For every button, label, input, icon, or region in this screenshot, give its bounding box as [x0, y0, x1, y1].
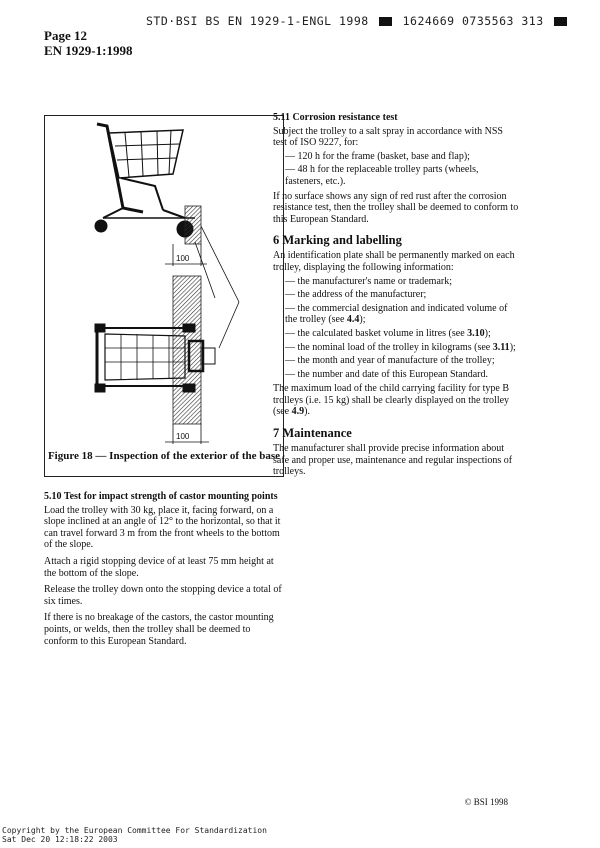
section-5-11-para-1: Subject the trolley to a salt spray in accordance with NSS test of ISO 9227, for: [273, 125, 503, 149]
stamp-code: 1624669 0735563 313 [402, 14, 544, 28]
ref-4-4: 4.4 [346, 314, 360, 326]
section-5-10-para-4: If there is no breakage of the castors, the castor mounting points, or welds, then the trolley shall be deemed to conform to this European Standard. [44, 612, 274, 647]
section-6 [273, 233, 519, 418]
section-5-10-para-1: Load the trolley with 30 kg, place it, facing forward, on a slope inclined at an angle of 12° to the horizontal, so that it can travel forward 3 m from the front wheels to the bottom of the slope. [44, 504, 281, 551]
para-tail: ). [304, 406, 310, 418]
list-item: — 48 h for the replaceable trolley parts (wheels, fasteners, etc.). [285, 164, 519, 187]
figure-caption: Figure 18 — Inspection of the exterior of the base [47, 450, 281, 462]
list-item [285, 342, 519, 354]
copyright-notice: © BSI 1998 [464, 797, 508, 807]
footer-line-2: Sat Dec 20 12:18:22 2003 [2, 835, 118, 844]
wall-upper [185, 206, 201, 244]
list-item-text: the nominal load of the trolley in kilograms (see [297, 341, 493, 353]
section-5-11-heading: 5.11 Corrosion resistance test [273, 112, 398, 123]
stamp-block-end [554, 17, 567, 26]
list-item-text: the calculated basket volume in litres (see [297, 327, 468, 339]
list-item [285, 328, 519, 340]
list-item: — the address of the manufacturer; [285, 289, 519, 301]
para-text: The maximum load of the child carrying facility for type B trolleys (i.e. 15 kg) shall be clearly displayed on the trolley (see [273, 383, 510, 418]
list-item-text: the commercial designation and indicated volume of the trolley (see [285, 302, 508, 326]
figure-18-box [44, 115, 284, 477]
ref-4-9: 4.9 [291, 406, 305, 418]
section-6-para-1: An identification plate shall be permanently marked on each trolley, displaying the following information: [273, 250, 515, 273]
trolley-side-view [95, 124, 195, 237]
list-item: — 120 h for the frame (basket, base and flap); [285, 151, 519, 163]
list-item: — the number and date of this European Standard. [285, 369, 519, 381]
section-5-10 [44, 491, 282, 652]
ref-3-10: 3.10 [467, 327, 485, 339]
trolley-inspection-diagram [45, 116, 283, 451]
page-number: Page 12 [44, 28, 87, 43]
ref-tail: ); [359, 314, 366, 326]
page-header [44, 28, 132, 58]
section-5-10-heading: 5.10 Test for impact strength of castor mounting points [44, 491, 278, 502]
section-5-11-para-2: If no surface shows any sign of red rust after the corrosion resistance test, then the trolley shall be deemed to conform to this European Standard. [273, 190, 519, 225]
list-item: — the manufacturer's name or trademark; [285, 276, 519, 288]
section-5-10-para-3: Release the trolley down onto the stopping device a total of six times. [44, 584, 282, 607]
stamp-block [379, 17, 392, 26]
footer-line-1: Copyright by the European Committee For Standardization [2, 826, 267, 835]
dimension-upper-label: 100 [176, 254, 190, 263]
stamp-text: STD·BSI BS EN 1929-1-ENGL 1998 [146, 14, 369, 28]
dimension-lower-label: 100 [176, 432, 190, 441]
list-item: — the month and year of manufacture of the trolley; [285, 355, 519, 367]
right-column [273, 112, 519, 486]
standard-number: EN 1929-1:1998 [44, 43, 133, 58]
document-stamp [146, 14, 586, 28]
ref-3-11: 3.11 [492, 341, 510, 353]
section-5-11 [273, 112, 519, 225]
section-7 [273, 426, 519, 478]
wall-lower [173, 276, 201, 424]
section-6-list [273, 276, 519, 381]
ref-tail: ); [484, 327, 491, 339]
section-7-para-1: The manufacturer shall provide precise information about safe and proper use, maintenance and regular inspections of trolleys. [273, 443, 513, 478]
download-footer [2, 826, 267, 844]
list-item [285, 303, 519, 326]
section-7-heading: 7 Maintenance [273, 426, 352, 441]
ref-tail: ); [509, 341, 516, 353]
section-5-10-para-2: Attach a rigid stopping device of at least 75 mm height at the bottom of the slope. [44, 555, 274, 579]
section-5-11-list [273, 151, 519, 188]
section-6-heading: 6 Marking and labelling [273, 233, 402, 248]
section-6-para-2 [273, 383, 519, 418]
